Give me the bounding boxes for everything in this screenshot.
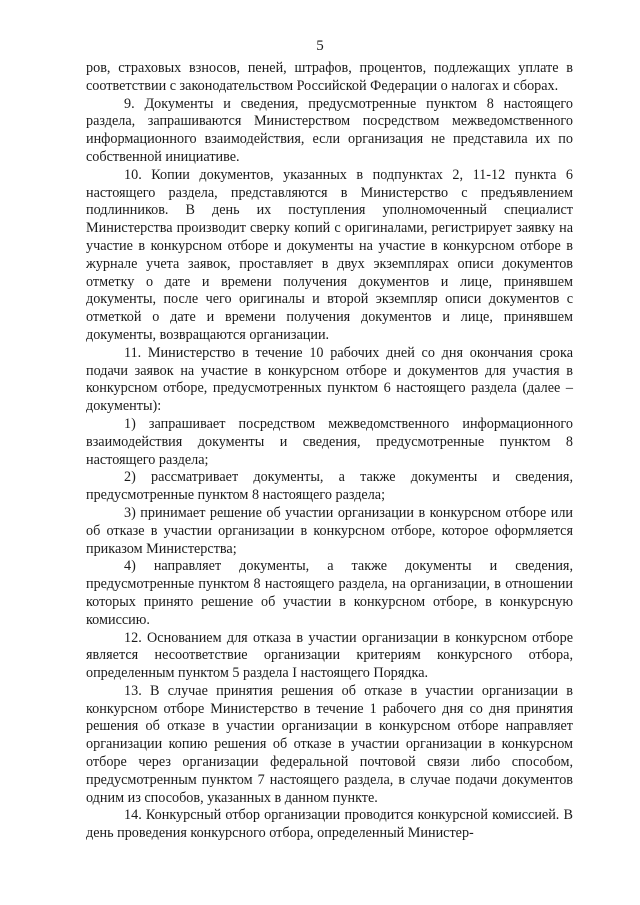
paragraph-p11-4: 4) направляет документы, а также документы и сведения, предусмотренные пунктом 8 настоящего раздела, на организации, в отношении которых принято решение об участии в конкурсном отборе, в конкурсную комиссию. (86, 558, 573, 628)
paragraph-p13: 13. В случае принятия решения об отказе в участии организации в конкурсном отборе Министерство в течение 1 рабочего дня со дня принятия решения об отказе в участии организации в конкурсном отборе направляет организации копию решения об отказе в участии организации в конкурсном отборе через организации федеральной почтовой связи либо способом, предусмотренным пунктом 7 настоящего раздела, в случае подачи документов одним из способов, указанных в данном пункте. (86, 682, 573, 806)
paragraph-p11-2: 2) рассматривает документы, а также документы и сведения, предусмотренные пунктом 8 настоящего раздела; (86, 469, 573, 504)
paragraph-p11-3: 3) принимает решение об участии организации в конкурсном отборе или об отказе в участии организации в конкурсном отборе, которое оформляется приказом Министерства; (86, 504, 573, 557)
page-number: 5 (316, 38, 324, 54)
document-body (86, 60, 573, 843)
paragraph-p11: 11. Министерство в течение 10 рабочих дней со дня окончания срока подачи заявок на участие в конкурсном отборе и документов для участия в конкурсном отборе, предусмотренных пунктом 6 настоящего раздела (далее – документы): (86, 344, 573, 415)
paragraph-p-cont: ров, страховых взносов, пеней, штрафов, процентов, подлежащих уплате в соответствии с законодательством Российской Федерации о налогах и сборах. (86, 60, 573, 94)
paragraph-p14: 14. Конкурсный отбор организации проводится конкурсной комиссией. В день проведения конкурсного отбора, определенный Министер- (86, 807, 573, 842)
paragraph-p9: 9. Документы и сведения, предусмотренные пунктом 8 настоящего раздела, запрашиваются Министерством посредством межведомственного информационного взаимодействия, если организация не представила их по собственной инициативе. (86, 95, 573, 165)
paragraph-p10: 10. Копии документов, указанных в подпунктах 2, 11-12 пункта 6 настоящего раздела, представляются в Министерство с предъявлением подлинников. В день их поступления уполномоченный специалист Министерства производит сверку копий с оригиналами, регистрирует заявку на участие в конкурсном отборе и документы на участие в конкурсном отборе в журнале учета заявок, проставляет в двух экземплярах описи документов отметку о дате и времени получения документов и лице, принявшем документы, после чего оригиналы и второй экземпляр описи документов с отметкой о дате и времени получения документов и лице, принявшем документы, возвращаются организации. (86, 166, 573, 343)
paragraph-p12: 12. Основанием для отказа в участии организации в конкурсном отборе является несоответствие организации критериям конкурсного отбора, определенным пунктом 5 раздела I настоящего Порядка. (86, 629, 573, 682)
paragraph-p11-1: 1) запрашивает посредством межведомственного информационного взаимодействия документы и сведения, предусмотренные пунктом 8 настоящего раздела; (86, 415, 573, 468)
